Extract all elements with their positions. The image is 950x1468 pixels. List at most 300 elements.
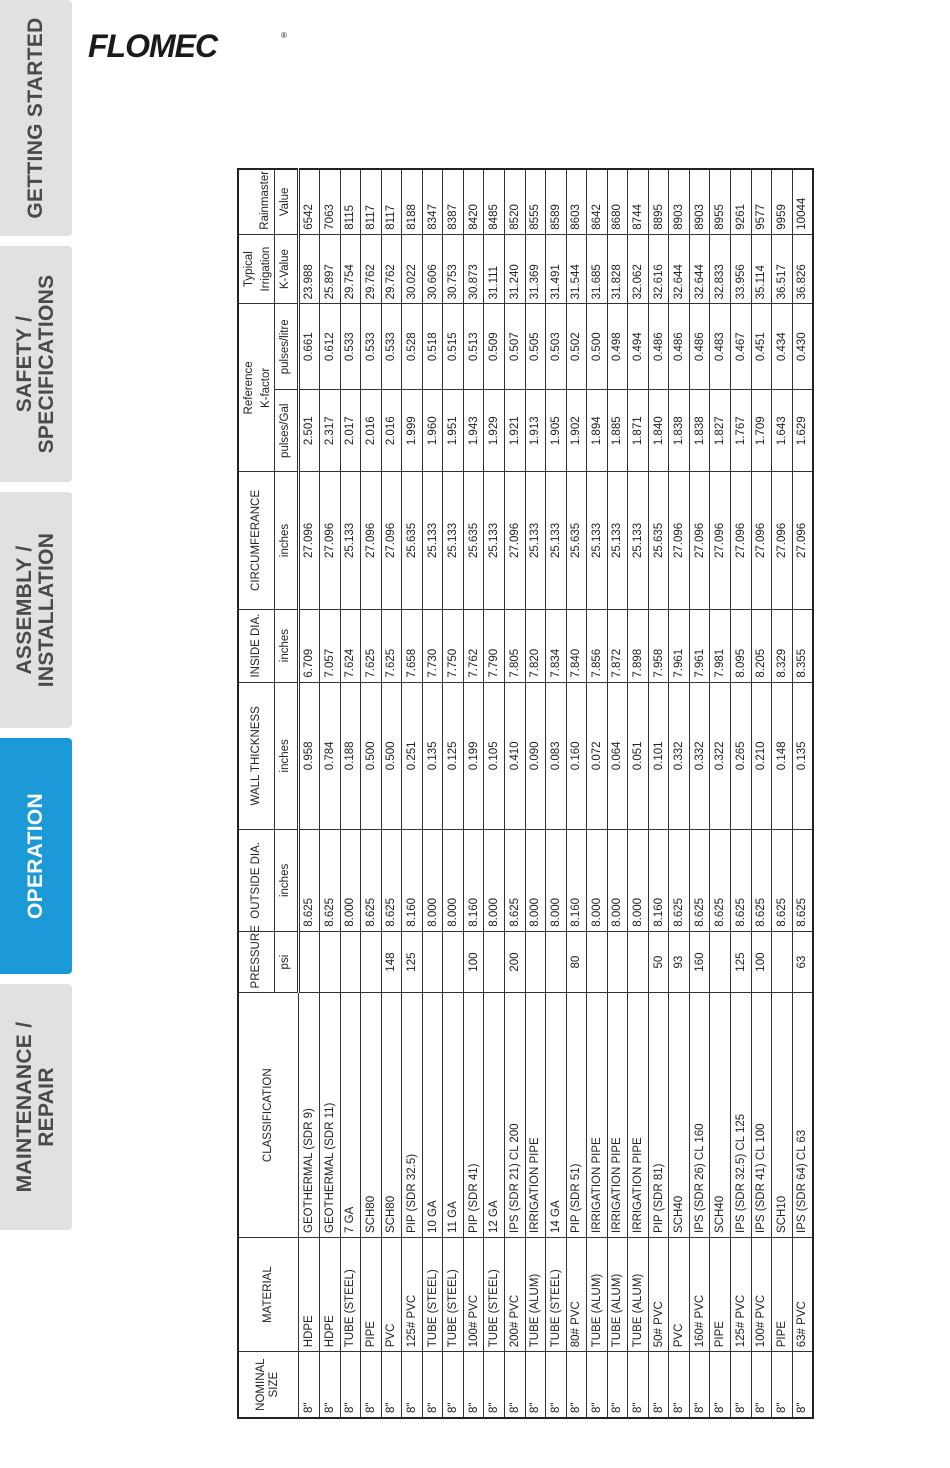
cell-wall-thickness: 0.958 (298, 682, 320, 829)
unit-pressure: psi (274, 931, 298, 993)
cell-pulses-gal: 1.960 (422, 390, 443, 472)
pipe-data-table-wrapper (237, 168, 809, 1419)
tab-assembly-installation-label: ASSEMBLY / INSTALLATION (13, 532, 58, 688)
cell-circumference: 25.635 (402, 472, 423, 609)
cell-nominal-size: 8" (340, 1352, 361, 1418)
cell-nominal-size: 8" (607, 1352, 628, 1418)
cell-material: TUBE (ALUM) (525, 1237, 546, 1351)
cell-wall-thickness: 0.500 (361, 682, 382, 829)
cell-k-value: 30.753 (443, 234, 464, 304)
cell-k-value: 32.616 (648, 234, 669, 304)
header-pressure: PRESSURE (238, 931, 274, 993)
cell-classification: SCH40 (710, 993, 731, 1238)
cell-nominal-size: 8" (566, 1352, 587, 1418)
cell-classification: IRRIGATION PIPE (607, 993, 628, 1238)
cell-wall-thickness: 0.322 (710, 682, 731, 829)
cell-wall-thickness: 0.160 (566, 682, 587, 829)
cell-material: PIPE (361, 1237, 382, 1351)
cell-nominal-size: 8" (587, 1352, 608, 1418)
cell-wall-thickness: 0.072 (587, 682, 608, 829)
cell-outside-dia: 8.160 (463, 830, 484, 932)
cell-k-value: 29.754 (340, 234, 361, 304)
flomec-logo (88, 28, 288, 64)
table-row (361, 169, 382, 1418)
cell-circumference: 27.096 (710, 472, 731, 609)
cell-k-value: 30.606 (422, 234, 443, 304)
cell-material: TUBE (ALUM) (607, 1237, 628, 1351)
table-row (792, 169, 813, 1418)
cell-classification: IRRIGATION PIPE (587, 993, 608, 1238)
cell-rainmaster-value: 6542 (298, 169, 320, 234)
cell-inside-dia: 7.057 (320, 609, 341, 682)
cell-circumference: 25.133 (443, 472, 464, 609)
cell-k-value: 31.685 (587, 234, 608, 304)
cell-classification: IPS (SDR 21) CL 200 (504, 993, 525, 1238)
cell-nominal-size: 8" (484, 1352, 505, 1418)
cell-wall-thickness: 0.265 (730, 682, 751, 829)
cell-wall-thickness: 0.251 (402, 682, 423, 829)
cell-inside-dia: 7.820 (525, 609, 546, 682)
cell-material: 160# PVC (689, 1237, 710, 1351)
cell-wall-thickness: 0.199 (463, 682, 484, 829)
cell-pulses-gal: 1.827 (710, 390, 731, 472)
cell-circumference: 27.096 (298, 472, 320, 609)
cell-pressure (628, 931, 649, 993)
tab-getting-started[interactable] (0, 0, 72, 236)
cell-nominal-size: 8" (792, 1352, 813, 1418)
side-tab-nav (0, 0, 72, 1468)
cell-inside-dia: 7.840 (566, 609, 587, 682)
cell-pulses-gal: 1.709 (751, 390, 772, 472)
cell-classification: SCH80 (361, 993, 382, 1238)
cell-inside-dia: 7.730 (422, 609, 443, 682)
cell-classification: SCH40 (669, 993, 690, 1238)
cell-rainmaster-value: 8485 (484, 169, 505, 234)
tab-maintenance-repair-label: MAINTENANCE / REPAIR (13, 1021, 58, 1193)
cell-nominal-size: 8" (669, 1352, 690, 1418)
cell-pulses-gal: 1.629 (792, 390, 813, 472)
cell-pressure: 50 (648, 931, 669, 993)
pipe-data-table (237, 168, 814, 1419)
header-outside-dia: OUTSIDE DIA. (238, 830, 274, 932)
cell-wall-thickness: 0.135 (792, 682, 813, 829)
unit-outside-dia: inches (274, 830, 298, 932)
table-row (443, 169, 464, 1418)
cell-outside-dia: 8.000 (607, 830, 628, 932)
cell-k-value: 25.897 (320, 234, 341, 304)
cell-rainmaster-value: 8117 (361, 169, 382, 234)
cell-nominal-size: 8" (298, 1352, 320, 1418)
unit-wall-thickness: inches (274, 682, 298, 829)
cell-inside-dia: 7.625 (361, 609, 382, 682)
cell-nominal-size: 8" (546, 1352, 567, 1418)
cell-pulses-gal: 2.017 (340, 390, 361, 472)
cell-k-value: 31.544 (566, 234, 587, 304)
cell-pressure (607, 931, 628, 993)
cell-material: TUBE (STEEL) (340, 1237, 361, 1351)
cell-classification: IPS (SDR 41) CL 100 (751, 993, 772, 1238)
cell-pulses-litre: 0.661 (298, 304, 320, 390)
table-row (648, 169, 669, 1418)
header-wall-thickness: WALL THICKNESS (238, 682, 274, 829)
cell-inside-dia: 8.095 (730, 609, 751, 682)
cell-rainmaster-value: 8115 (340, 169, 361, 234)
cell-pulses-gal: 2.317 (320, 390, 341, 472)
cell-material: 63# PVC (792, 1237, 813, 1351)
cell-rainmaster-value: 8347 (422, 169, 443, 234)
cell-k-value: 30.022 (402, 234, 423, 304)
cell-rainmaster-value: 8188 (402, 169, 423, 234)
cell-outside-dia: 8.625 (710, 830, 731, 932)
cell-rainmaster-value: 8903 (669, 169, 690, 234)
header-reference: Reference (238, 304, 260, 472)
cell-pulses-gal: 1.894 (587, 390, 608, 472)
cell-material: PVC (669, 1237, 690, 1351)
cell-pulses-litre: 0.518 (422, 304, 443, 390)
cell-k-value: 32.062 (628, 234, 649, 304)
cell-outside-dia: 8.000 (422, 830, 443, 932)
table-row (607, 169, 628, 1418)
cell-outside-dia: 8.000 (443, 830, 464, 932)
cell-k-value: 31.240 (504, 234, 525, 304)
cell-inside-dia: 7.624 (340, 609, 361, 682)
table-row (504, 169, 525, 1418)
cell-pressure (525, 931, 546, 993)
table-row (320, 169, 341, 1418)
cell-material: 50# PVC (648, 1237, 669, 1351)
cell-rainmaster-value: 8642 (587, 169, 608, 234)
cell-inside-dia: 7.625 (381, 609, 402, 682)
unit-value: Value (274, 169, 298, 234)
cell-pulses-gal: 2.016 (361, 390, 382, 472)
cell-pressure (710, 931, 731, 993)
cell-rainmaster-value: 9577 (751, 169, 772, 234)
cell-material: HDPE (298, 1237, 320, 1351)
tab-safety-specifications-label: SAFETY / SPECIFICATIONS (13, 274, 58, 454)
cell-circumference: 25.133 (422, 472, 443, 609)
cell-k-value: 23.988 (298, 234, 320, 304)
cell-material: 125# PVC (402, 1237, 423, 1351)
cell-outside-dia: 8.625 (772, 830, 793, 932)
cell-classification: 7 GA (340, 993, 361, 1238)
cell-material: TUBE (STEEL) (546, 1237, 567, 1351)
cell-outside-dia: 8.625 (669, 830, 690, 932)
cell-circumference: 25.635 (566, 472, 587, 609)
cell-pulses-litre: 0.507 (504, 304, 525, 390)
table-row (628, 169, 649, 1418)
cell-pressure: 100 (751, 931, 772, 993)
cell-rainmaster-value: 8744 (628, 169, 649, 234)
cell-outside-dia: 8.625 (751, 830, 772, 932)
cell-nominal-size: 8" (504, 1352, 525, 1418)
cell-nominal-size: 8" (772, 1352, 793, 1418)
header-material: MATERIAL (238, 1237, 298, 1351)
cell-rainmaster-value: 8589 (546, 169, 567, 234)
tab-operation[interactable] (0, 738, 72, 974)
cell-circumference: 27.096 (361, 472, 382, 609)
cell-inside-dia: 7.981 (710, 609, 731, 682)
table-row (772, 169, 793, 1418)
cell-pulses-litre: 0.486 (648, 304, 669, 390)
cell-pulses-litre: 0.467 (730, 304, 751, 390)
cell-pulses-litre: 0.494 (628, 304, 649, 390)
cell-pulses-litre: 0.503 (546, 304, 567, 390)
cell-pulses-gal: 1.643 (772, 390, 793, 472)
cell-circumference: 25.133 (607, 472, 628, 609)
header-nominal-size: NOMINAL SIZE (238, 1352, 298, 1418)
cell-nominal-size: 8" (648, 1352, 669, 1418)
cell-nominal-size: 8" (628, 1352, 649, 1418)
cell-outside-dia: 8.625 (792, 830, 813, 932)
cell-nominal-size: 8" (689, 1352, 710, 1418)
cell-rainmaster-value: 8680 (607, 169, 628, 234)
cell-k-value: 36.517 (772, 234, 793, 304)
cell-outside-dia: 8.625 (689, 830, 710, 932)
cell-wall-thickness: 0.332 (669, 682, 690, 829)
cell-pulses-gal: 1.943 (463, 390, 484, 472)
cell-outside-dia: 8.000 (587, 830, 608, 932)
cell-wall-thickness: 0.064 (607, 682, 628, 829)
cell-k-value: 29.762 (361, 234, 382, 304)
cell-pressure: 160 (689, 931, 710, 993)
cell-outside-dia: 8.000 (546, 830, 567, 932)
cell-nominal-size: 8" (443, 1352, 464, 1418)
unit-circumference: inches (274, 472, 298, 609)
cell-inside-dia: 7.872 (607, 609, 628, 682)
cell-outside-dia: 8.000 (628, 830, 649, 932)
cell-wall-thickness: 0.332 (689, 682, 710, 829)
cell-inside-dia: 7.961 (689, 609, 710, 682)
cell-wall-thickness: 0.083 (546, 682, 567, 829)
cell-inside-dia: 7.834 (546, 609, 567, 682)
tab-getting-started-label: GETTING STARTED (24, 17, 47, 219)
cell-outside-dia: 8.160 (566, 830, 587, 932)
cell-pulses-gal: 1.902 (566, 390, 587, 472)
cell-wall-thickness: 0.410 (504, 682, 525, 829)
cell-material: 100# PVC (463, 1237, 484, 1351)
cell-pulses-litre: 0.502 (566, 304, 587, 390)
cell-pulses-gal: 1.913 (525, 390, 546, 472)
cell-classification: 11 GA (443, 993, 464, 1238)
cell-circumference: 25.133 (484, 472, 505, 609)
table-row (730, 169, 751, 1418)
cell-material: PVC (381, 1237, 402, 1351)
cell-rainmaster-value: 7063 (320, 169, 341, 234)
cell-pulses-litre: 0.483 (710, 304, 731, 390)
cell-rainmaster-value: 8555 (525, 169, 546, 234)
cell-classification: IPS (SDR 64) CL 63 (792, 993, 813, 1238)
cell-material: PIPE (710, 1237, 731, 1351)
cell-circumference: 27.096 (751, 472, 772, 609)
cell-circumference: 25.635 (648, 472, 669, 609)
cell-rainmaster-value: 8895 (648, 169, 669, 234)
cell-pressure: 93 (669, 931, 690, 993)
cell-nominal-size: 8" (361, 1352, 382, 1418)
header-classification: CLASSIFICATION (238, 993, 298, 1238)
cell-pulses-litre: 0.430 (792, 304, 813, 390)
cell-classification: IRRIGATION PIPE (525, 993, 546, 1238)
cell-wall-thickness: 0.784 (320, 682, 341, 829)
cell-pulses-gal: 1.905 (546, 390, 567, 472)
cell-rainmaster-value: 8117 (381, 169, 402, 234)
cell-inside-dia: 8.329 (772, 609, 793, 682)
cell-material: TUBE (ALUM) (628, 1237, 649, 1351)
cell-wall-thickness: 0.090 (525, 682, 546, 829)
cell-material: TUBE (STEEL) (484, 1237, 505, 1351)
unit-k-value: K-Value (274, 234, 298, 304)
cell-inside-dia: 7.856 (587, 609, 608, 682)
cell-pulses-litre: 0.533 (340, 304, 361, 390)
cell-k-value: 31.111 (484, 234, 505, 304)
cell-circumference: 25.635 (463, 472, 484, 609)
cell-pulses-gal: 2.501 (298, 390, 320, 472)
cell-outside-dia: 8.625 (361, 830, 382, 932)
cell-k-value: 31.828 (607, 234, 628, 304)
cell-pressure (298, 931, 320, 993)
cell-pressure: 100 (463, 931, 484, 993)
cell-outside-dia: 8.625 (730, 830, 751, 932)
cell-pulses-gal: 1.840 (648, 390, 669, 472)
table-row (525, 169, 546, 1418)
cell-rainmaster-value: 8420 (463, 169, 484, 234)
cell-pressure: 125 (402, 931, 423, 993)
cell-nominal-size: 8" (422, 1352, 443, 1418)
cell-material: TUBE (STEEL) (422, 1237, 443, 1351)
cell-classification: SCH80 (381, 993, 402, 1238)
cell-wall-thickness: 0.148 (772, 682, 793, 829)
cell-k-value: 30.873 (463, 234, 484, 304)
cell-rainmaster-value: 10044 (792, 169, 813, 234)
cell-wall-thickness: 0.500 (381, 682, 402, 829)
cell-circumference: 27.096 (772, 472, 793, 609)
tab-assembly-installation[interactable] (0, 492, 72, 728)
cell-k-value: 31.491 (546, 234, 567, 304)
cell-material: TUBE (STEEL) (443, 1237, 464, 1351)
header-k-factor: K-factor (260, 304, 274, 472)
cell-circumference: 25.133 (525, 472, 546, 609)
cell-pressure (546, 931, 567, 993)
cell-pressure (772, 931, 793, 993)
cell-pulses-gal: 1.999 (402, 390, 423, 472)
table-row (381, 169, 402, 1418)
cell-outside-dia: 8.000 (340, 830, 361, 932)
cell-material: HDPE (320, 1237, 341, 1351)
cell-inside-dia: 7.898 (628, 609, 649, 682)
cell-k-value: 36.826 (792, 234, 813, 304)
cell-pulses-litre: 0.498 (607, 304, 628, 390)
cell-pressure: 200 (504, 931, 525, 993)
table-row (422, 169, 443, 1418)
cell-pressure (320, 931, 341, 993)
table-row (669, 169, 690, 1418)
cell-outside-dia: 8.000 (484, 830, 505, 932)
cell-wall-thickness: 0.051 (628, 682, 649, 829)
cell-pulses-gal: 1.838 (689, 390, 710, 472)
cell-wall-thickness: 0.135 (422, 682, 443, 829)
cell-pulses-litre: 0.509 (484, 304, 505, 390)
cell-pressure: 125 (730, 931, 751, 993)
cell-nominal-size: 8" (463, 1352, 484, 1418)
table-row (710, 169, 731, 1418)
cell-circumference: 27.096 (792, 472, 813, 609)
table-row (298, 169, 320, 1418)
header-rainmaster: Rainmaster (238, 169, 274, 234)
cell-k-value: 32.833 (710, 234, 731, 304)
cell-nominal-size: 8" (751, 1352, 772, 1418)
cell-classification: 10 GA (422, 993, 443, 1238)
cell-outside-dia: 8.625 (320, 830, 341, 932)
cell-nominal-size: 8" (320, 1352, 341, 1418)
cell-outside-dia: 8.160 (648, 830, 669, 932)
cell-wall-thickness: 0.188 (340, 682, 361, 829)
table-row (402, 169, 423, 1418)
cell-nominal-size: 8" (402, 1352, 423, 1418)
cell-pressure (443, 931, 464, 993)
cell-classification: GEOTHERMAL (SDR 11) (320, 993, 341, 1238)
cell-outside-dia: 8.625 (298, 830, 320, 932)
header-inside-dia: INSIDE DIA. (238, 609, 274, 682)
cell-rainmaster-value: 8603 (566, 169, 587, 234)
cell-pressure (361, 931, 382, 993)
tab-safety-specifications[interactable] (0, 246, 72, 482)
cell-classification: IPS (SDR 32.5) CL 125 (730, 993, 751, 1238)
cell-outside-dia: 8.160 (402, 830, 423, 932)
cell-inside-dia: 8.205 (751, 609, 772, 682)
registered-mark: ® (281, 31, 287, 40)
table-row (587, 169, 608, 1418)
cell-pulses-litre: 0.515 (443, 304, 464, 390)
cell-pulses-litre: 0.533 (361, 304, 382, 390)
header-typical: Typical (238, 234, 260, 304)
cell-inside-dia: 6.709 (298, 609, 320, 682)
cell-pulses-litre: 0.486 (669, 304, 690, 390)
cell-pulses-litre: 0.486 (689, 304, 710, 390)
cell-rainmaster-value: 8387 (443, 169, 464, 234)
cell-inside-dia: 7.658 (402, 609, 423, 682)
cell-circumference: 27.096 (669, 472, 690, 609)
cell-material: 200# PVC (504, 1237, 525, 1351)
cell-pulses-gal: 1.885 (607, 390, 628, 472)
cell-inside-dia: 7.805 (504, 609, 525, 682)
cell-wall-thickness: 0.105 (484, 682, 505, 829)
cell-pulses-gal: 1.871 (628, 390, 649, 472)
tab-maintenance-repair[interactable] (0, 984, 72, 1230)
cell-circumference: 27.096 (381, 472, 402, 609)
cell-circumference: 27.096 (730, 472, 751, 609)
cell-pulses-gal: 2.016 (381, 390, 402, 472)
cell-material: 100# PVC (751, 1237, 772, 1351)
cell-inside-dia: 7.762 (463, 609, 484, 682)
table-row (689, 169, 710, 1418)
cell-classification: IPS (SDR 26) CL 160 (689, 993, 710, 1238)
cell-pulses-litre: 0.500 (587, 304, 608, 390)
cell-rainmaster-value: 8955 (710, 169, 731, 234)
cell-inside-dia: 7.790 (484, 609, 505, 682)
cell-nominal-size: 8" (525, 1352, 546, 1418)
cell-pressure (587, 931, 608, 993)
cell-pulses-litre: 0.451 (751, 304, 772, 390)
table-row (463, 169, 484, 1418)
unit-pulses-litre: pulses/litre (274, 304, 298, 390)
cell-pulses-gal: 1.929 (484, 390, 505, 472)
cell-circumference: 25.133 (587, 472, 608, 609)
cell-rainmaster-value: 8903 (689, 169, 710, 234)
cell-k-value: 31.369 (525, 234, 546, 304)
cell-wall-thickness: 0.101 (648, 682, 669, 829)
cell-circumference: 27.096 (320, 472, 341, 609)
unit-inside-dia: inches (274, 609, 298, 682)
cell-pulses-litre: 0.533 (381, 304, 402, 390)
